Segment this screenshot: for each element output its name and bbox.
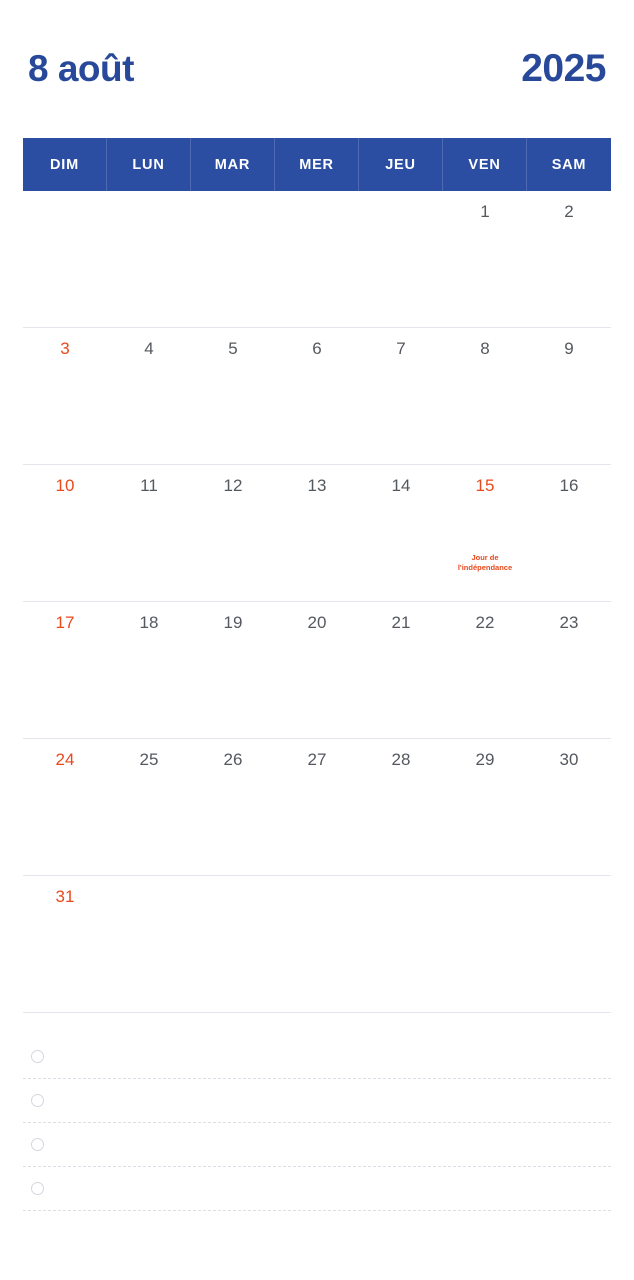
calendar-day-cell[interactable] [107,739,191,876]
day-number: 5 [228,339,238,358]
day-number: 26 [223,750,243,769]
day-number: 4 [144,339,154,358]
day-number: 13 [307,476,327,495]
note-line[interactable] [23,1035,611,1079]
note-line[interactable] [23,1123,611,1167]
calendar-day-cell[interactable] [191,602,275,739]
calendar-day-cell[interactable] [359,465,443,602]
day-number: 9 [564,339,574,358]
day-number: 14 [391,476,411,495]
year-title: 2025 [521,47,606,90]
calendar-day-cell[interactable] [191,876,275,1013]
day-number: 29 [475,750,495,769]
calendar-day-cell[interactable] [275,191,359,328]
calendar-day-cell[interactable] [275,602,359,739]
calendar-day-cell[interactable] [191,465,275,602]
day-number: 1 [480,202,490,221]
calendar-day-cell[interactable] [191,191,275,328]
calendar-day-cell[interactable] [107,328,191,465]
calendar-day-cell[interactable] [275,739,359,876]
calendar-grid [23,191,611,1013]
note-bullet-icon [31,1094,44,1107]
weekday-label-mer: MER [275,138,359,191]
calendar-day-cell[interactable] [443,739,527,876]
day-number: 23 [559,613,579,632]
calendar-day-cell[interactable] [275,876,359,1013]
calendar-day-cell[interactable] [359,191,443,328]
day-number: 22 [475,613,495,632]
day-number: 27 [307,750,327,769]
day-number: 15 [475,476,495,495]
weekday-header-row [23,138,611,191]
note-bullet-icon [31,1050,44,1063]
calendar-day-cell[interactable] [23,191,107,328]
calendar-day-cell[interactable] [23,602,107,739]
day-number: 25 [139,750,159,769]
weekday-label-sam: SAM [551,156,587,173]
calendar-day-cell[interactable] [275,328,359,465]
weekday-label-jeu: JEU [359,138,443,191]
calendar-day-cell[interactable] [275,465,359,602]
day-number: 3 [60,339,70,358]
calendar-day-cell[interactable] [527,465,611,602]
day-number: 17 [55,613,75,632]
calendar-day-cell[interactable] [191,739,275,876]
day-number: 8 [480,339,490,358]
day-number: 31 [55,887,75,906]
calendar-day-cell[interactable] [527,876,611,1013]
day-number: 21 [391,613,411,632]
day-number: 24 [55,750,75,769]
calendar-day-cell[interactable] [443,602,527,739]
calendar-day-cell[interactable] [23,739,107,876]
day-number: 12 [223,476,243,495]
calendar-day-cell[interactable] [107,191,191,328]
calendar-day-cell[interactable] [107,602,191,739]
note-bullet-icon [31,1138,44,1151]
calendar-day-cell[interactable] [23,328,107,465]
calendar-day-cell[interactable] [23,465,107,602]
calendar-day-cell[interactable] [359,876,443,1013]
month-title: 8 août [28,48,134,89]
weekday-label-dim: DIM [23,138,107,191]
calendar-day-cell[interactable] [107,465,191,602]
calendar-header [23,0,611,138]
day-number: 6 [312,339,322,358]
weekday-label-lun: LUN [107,138,191,191]
calendar-day-cell[interactable] [443,191,527,328]
day-number: 18 [139,613,159,632]
calendar-day-cell[interactable] [443,465,527,602]
day-number: 19 [223,613,243,632]
note-line[interactable] [23,1167,611,1211]
calendar-day-cell[interactable] [23,876,107,1013]
day-number: 20 [307,613,327,632]
calendar-day-cell[interactable] [191,328,275,465]
day-number: 11 [140,476,158,495]
calendar-day-cell[interactable] [527,602,611,739]
weekday-label-mar: MAR [191,138,275,191]
day-number: 7 [396,339,406,358]
day-number: 10 [55,476,75,495]
calendar-day-cell[interactable] [107,876,191,1013]
note-bullet-icon [31,1182,44,1195]
notes-section [23,1013,611,1211]
note-line[interactable] [23,1079,611,1123]
calendar-day-cell[interactable] [527,191,611,328]
day-number: 28 [391,750,411,769]
day-number: 2 [564,202,574,221]
weekday-label-ven: VEN [443,138,527,191]
calendar-day-cell[interactable] [443,876,527,1013]
day-event-label: Jour de l'indépendance [457,553,513,572]
calendar-day-cell[interactable] [359,739,443,876]
calendar-day-cell[interactable] [359,602,443,739]
calendar-day-cell[interactable] [527,328,611,465]
calendar-day-cell[interactable] [359,328,443,465]
calendar-day-cell[interactable] [443,328,527,465]
day-number: 30 [559,750,579,769]
day-number: 16 [559,476,579,495]
calendar-day-cell[interactable] [527,739,611,876]
